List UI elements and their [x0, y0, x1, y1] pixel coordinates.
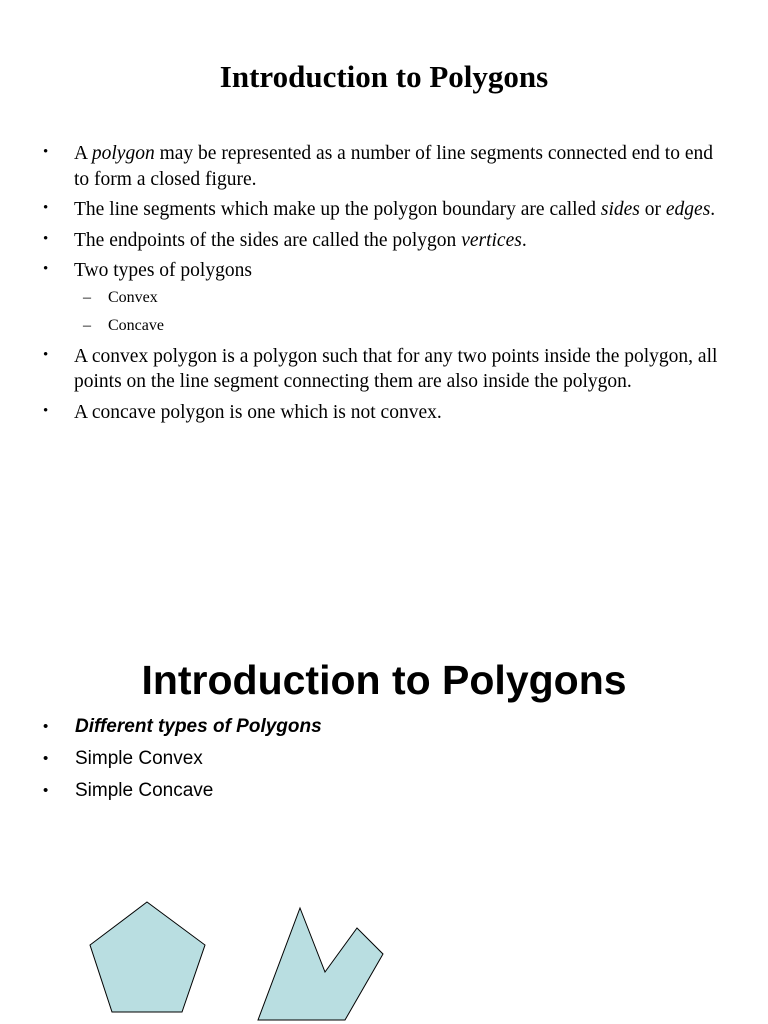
- convex-pentagon-shape: [90, 902, 205, 1012]
- bullet-simple-convex: • Simple Convex: [40, 745, 730, 773]
- slide1-title: Introduction to Polygons: [219, 58, 549, 94]
- bullet-icon: •: [43, 402, 49, 419]
- slide2-title: Introduction to Polygons: [141, 657, 627, 704]
- sub-bullet-convex: – Convex: [83, 288, 158, 306]
- bullet-icon: •: [43, 718, 49, 735]
- term-vertices: vertices: [461, 229, 522, 251]
- concave-polygon-shape: [258, 908, 383, 1020]
- bullet-two-types: • Two types of polygons: [40, 258, 730, 284]
- bullet-icon: •: [43, 200, 49, 216]
- bullet-different-types: • Different types of Polygons: [40, 713, 730, 741]
- bullet-concave-definition: • A concave polygon is one which is not convex.: [40, 400, 730, 426]
- bullet-vertices: • The endpoints of the sides are called the polygon vertices.: [40, 228, 730, 254]
- bullet-icon: •: [43, 750, 49, 767]
- slide1-bullet-list: [40, 141, 730, 430]
- term-edges: edges: [665, 199, 711, 220]
- polygon-illustrations: [0, 880, 768, 1024]
- bullet-polygon-definition: • A polygon may be represented as a number of line segments connected end to end to form a closed figure.: [40, 141, 730, 192]
- bullet-icon: •: [43, 346, 49, 363]
- bullet-convex-definition: • A convex polygon is a polygon such that for any two points inside the polygon, all points on the line segment connecting them are also inside the polygon.: [40, 344, 730, 395]
- slide2-bullet-list: [40, 713, 730, 809]
- bullet-icon: •: [43, 144, 49, 160]
- bullet-simple-concave: • Simple Concave: [40, 777, 730, 805]
- sub-bullet-concave: – Concave: [83, 316, 164, 334]
- dash-icon: –: [83, 288, 91, 306]
- term-polygon: polygon: [91, 143, 155, 164]
- dash-icon: –: [83, 316, 91, 334]
- bullet-icon: •: [43, 261, 49, 277]
- bullet-icon: •: [43, 230, 49, 247]
- bullet-icon: •: [43, 782, 49, 799]
- term-sides: sides: [600, 199, 640, 220]
- bullet-sides-edges: • The line segments which make up the polygon boundary are called sides or edges.: [40, 197, 730, 223]
